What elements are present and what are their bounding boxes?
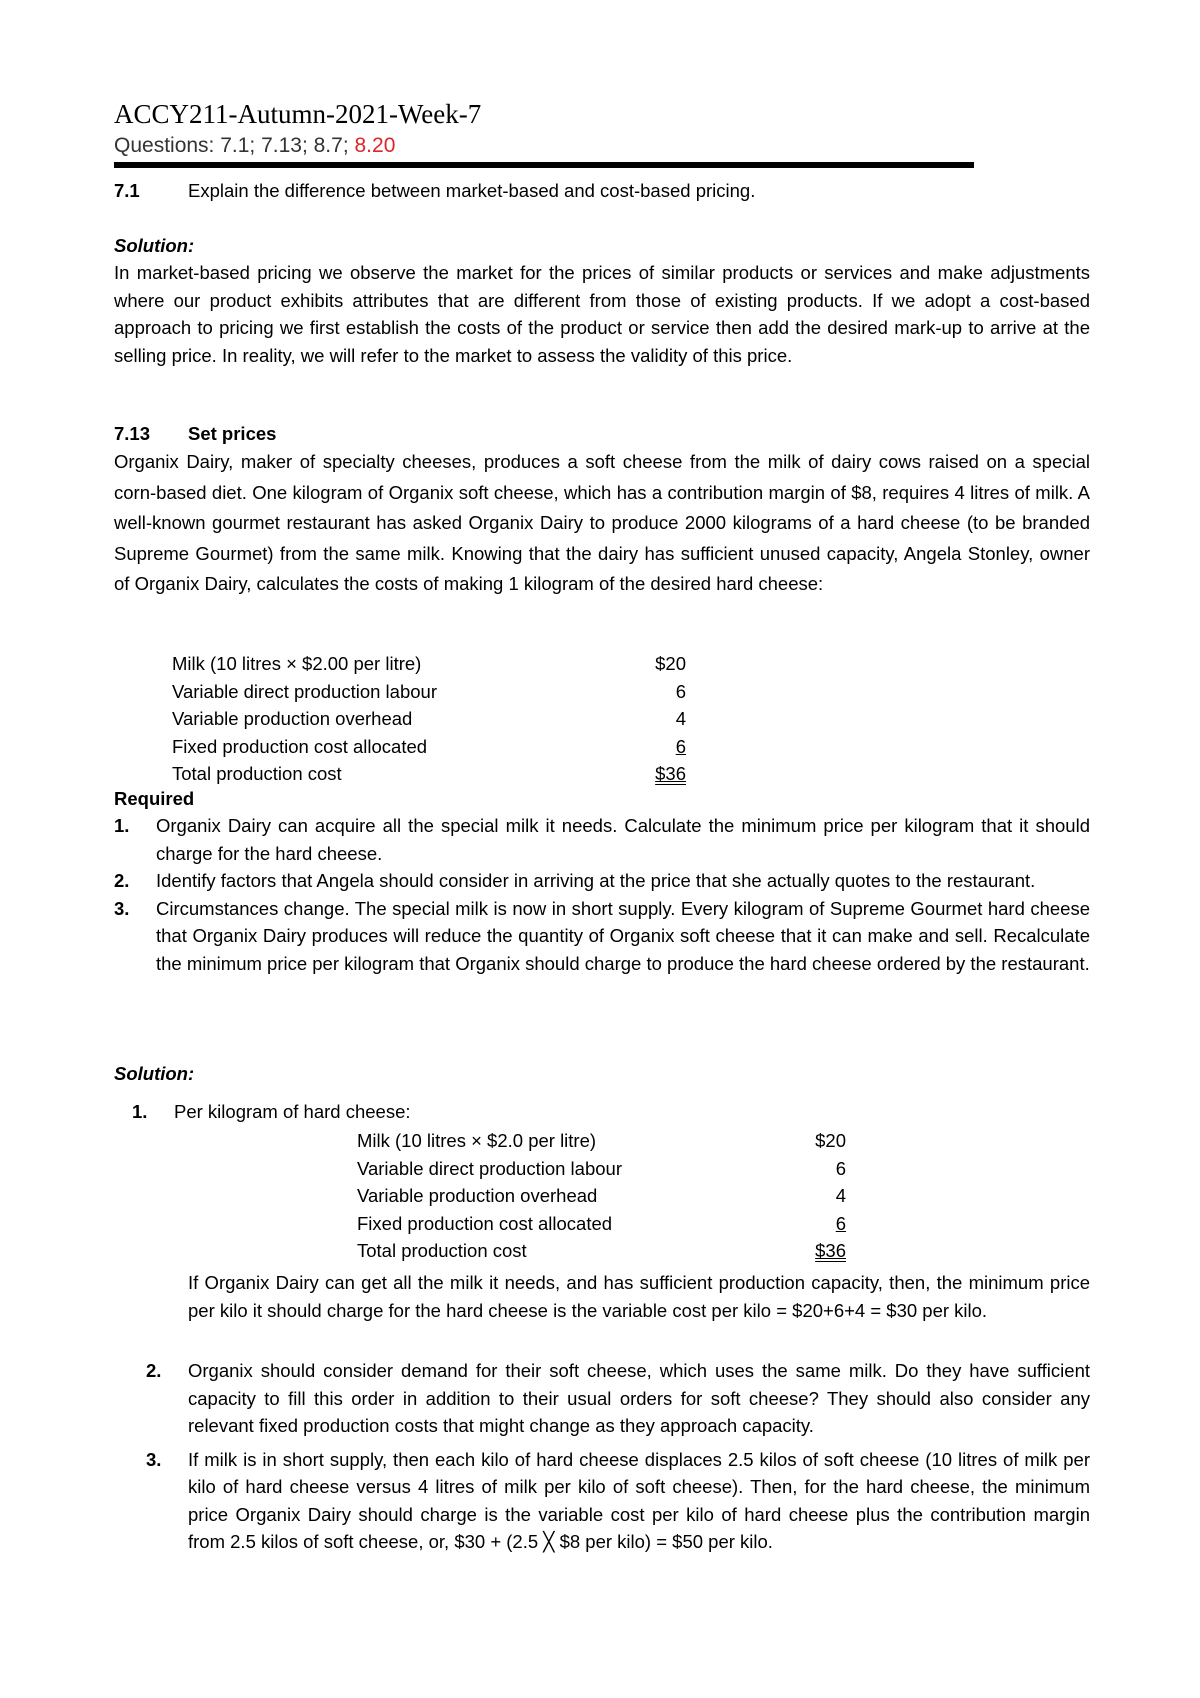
cost-label: Total production cost (357, 1240, 527, 1261)
solution-item (146, 1446, 1090, 1556)
question-number: 7.1 (114, 180, 140, 201)
solution-cost-table (357, 1127, 846, 1265)
item-number: 3. (114, 897, 130, 919)
item-text: If milk is in short supply, then each kilo of hard cheese displaces 2.5 kilos of soft cheese (10 litres of milk per kilo of hard cheese versus 4 litres of milk per kilo of soft cheese). Then, for the hard cheese, the minimum price Organix Dairy should charge is the variable cost per kilo of hard cheese plus the contribution margin from 2.5 kilos of soft cheese, or, $30 + (2.5 ╳ $8 per kilo) = $50 per kilo. (188, 1448, 1090, 1552)
cost-row (357, 1182, 846, 1210)
cost-amount: 4 (835, 1185, 846, 1206)
cost-row (172, 650, 686, 678)
question-7-13-body: Organix Dairy, maker of specialty cheeses, produces a soft cheese from the milk of dairy cows raised on a special corn-based diet. One kilogram of Organix soft cheese, which has a contribution margin of $8, requires 4 litres of milk. A well-known gourmet restaurant has asked Organix Dairy to produce 2000 kilograms of a hard cheese (to be branded Supreme Gourmet) from the same milk. Knowing that the dairy has sufficient unused capacity, Angela Stonley, owner of Organix Dairy, calculates the costs of making 1 kilogram of the desired hard cheese: (114, 451, 1090, 594)
cost-label: Variable production overhead (172, 708, 413, 729)
solution-number: 1. (132, 1101, 148, 1122)
solution-label: Solution: (114, 235, 195, 256)
solution-1-intro: Per kilogram of hard cheese: (174, 1101, 411, 1122)
questions-highlight: 8.20 (354, 134, 396, 157)
cost-amount: 6 (835, 1157, 846, 1179)
item-number: 1. (114, 815, 130, 836)
item-text: Organix should consider demand for their soft cheese, which uses the same milk. Do they have sufficient capacity to fill this order in addition to their usual orders for soft cheese? They should also consider any relevant fixed production costs that might change as they approach capacity. (188, 1360, 1090, 1436)
required-item (114, 895, 1090, 978)
question-text: Explain the difference between market-based and cost-based pricing. (188, 180, 756, 201)
question-7-1 (114, 177, 1090, 205)
cost-row (172, 733, 686, 761)
cost-amount: 4 (675, 708, 686, 729)
item-number: 3. (146, 1448, 162, 1470)
required-list (114, 812, 1090, 977)
cost-row (172, 705, 686, 733)
cost-table (172, 650, 686, 788)
item-text: Circumstances change. The special milk is now in short supply. Every kilogram of Supreme Gourmet hard cheese that Organix Dairy produces will reduce the quantity of Organix soft cheese that it can make and sell. Recalculate the minimum price per kilogram that Organix should charge to produce the hard cheese ordered by the restaurant. (156, 897, 1090, 974)
cost-label: Fixed production cost allocated (172, 735, 428, 757)
solution-item (146, 1357, 1090, 1440)
cost-amount: $36 (655, 763, 686, 784)
cost-amount: $20 (655, 653, 686, 674)
required-label: Required (114, 788, 195, 809)
cost-label: Milk (10 litres × $2.00 per litre) (172, 653, 422, 674)
cost-row (357, 1155, 846, 1183)
cost-label: Fixed production cost allocated (357, 1212, 613, 1234)
cost-amount: 6 (675, 735, 686, 757)
required-item (114, 812, 1090, 867)
cost-row (357, 1237, 846, 1265)
cost-row (172, 678, 686, 706)
cost-label: Variable direct production labour (172, 680, 437, 702)
item-text: Organix Dairy can acquire all the special milk it needs. Calculate the minimum price per kilogram that it should charge for the hard cheese. (156, 815, 1090, 864)
item-text: Identify factors that Angela should consider in arriving at the price that she actually quotes to the restaurant. (156, 870, 1036, 891)
required-item (114, 867, 1090, 895)
question-7-13 (114, 420, 1090, 448)
solution-7-1-text: In market-based pricing we observe the market for the prices of similar products or services and make adjustments where our product exhibits attributes that are different from those of existing products. If we adopt a cost-based approach to pricing we first establish the costs of the product or service then add the desired mark-up to arrive at the selling price. In reality, we will refer to the market to assess the validity of this price. (114, 262, 1090, 366)
solution-1 (132, 1098, 1090, 1126)
cost-row (357, 1127, 846, 1155)
header-rule (114, 162, 974, 168)
questions-list (114, 133, 395, 159)
cost-amount: $20 (815, 1130, 846, 1151)
cost-amount: 6 (675, 680, 686, 702)
cost-label: Variable direct production labour (357, 1157, 622, 1179)
solution-list (146, 1357, 1090, 1556)
cost-row (172, 760, 686, 788)
document-title: ACCY211-Autumn-2021-Week-7 (114, 99, 482, 129)
question-heading: Set prices (188, 423, 277, 444)
cost-amount: $36 (815, 1240, 846, 1261)
cost-amount: 6 (835, 1212, 846, 1234)
cost-row (357, 1210, 846, 1238)
item-number: 2. (114, 870, 130, 891)
cost-label: Total production cost (172, 763, 342, 784)
solution-label: Solution: (114, 1063, 195, 1084)
cost-label: Milk (10 litres × $2.0 per litre) (357, 1130, 597, 1151)
question-number: 7.13 (114, 423, 151, 444)
cost-label: Variable production overhead (357, 1185, 598, 1206)
solution-1-text: If Organix Dairy can get all the milk it needs, and has sufficient production capacity, then, the minimum price per kilo it should charge for the hard cheese is the variable cost per kilo = $20+6+4 = $30 per kilo. (188, 1272, 1090, 1321)
questions-prefix: Questions: 7.1; 7.13; 8.7; (114, 134, 355, 157)
item-number: 2. (146, 1360, 162, 1381)
